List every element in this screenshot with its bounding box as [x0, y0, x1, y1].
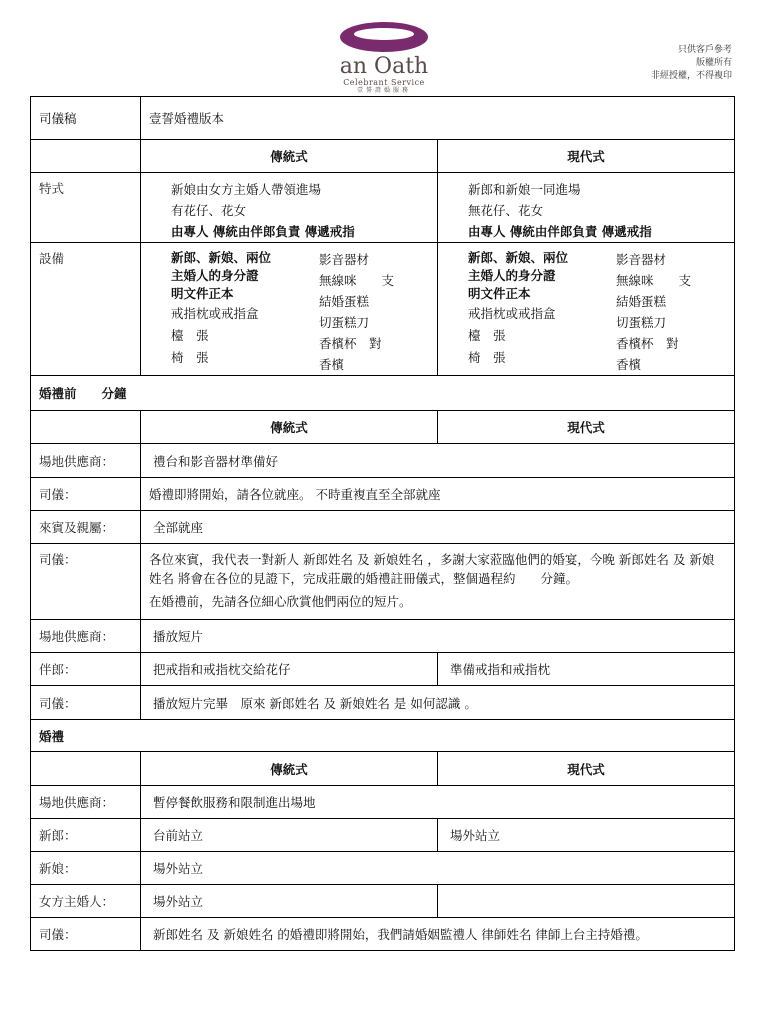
row-label: 新郎：	[31, 819, 141, 852]
features-modern	[438, 173, 735, 243]
script-row	[31, 511, 735, 544]
row-label: 司儀：	[31, 478, 141, 511]
section-wedding-heading: 婚禮	[31, 720, 735, 752]
row-label: 場地供應商：	[31, 786, 141, 819]
equipment-item: 戒指枕或戒指盒	[171, 306, 259, 321]
equipment-item: 戒指枕或戒指盒	[468, 306, 556, 321]
equipment-item: 主婚人的身分證	[468, 268, 556, 283]
row-text: 婚禮即將開始，請各位就座。 不時重複直至全部就座	[141, 478, 735, 511]
script-row	[31, 653, 735, 686]
row-text: 播放短片完畢 原來 新郎姓名 及 新娘姓名 是 如何認識 。	[141, 686, 735, 720]
notice-line: 版權所有	[695, 58, 732, 68]
equipment-item: 香檳	[319, 357, 345, 372]
equipment-item: 影音器材	[616, 252, 667, 267]
row-label: 特式	[31, 173, 141, 243]
row-label: 司儀：	[31, 918, 141, 951]
section-pre-heading: 婚禮前 分鐘	[31, 376, 735, 411]
equipment-item: 椅 張	[468, 350, 506, 365]
row-modern: 準備戒指和戒指枕	[438, 653, 735, 686]
script-row	[31, 478, 735, 511]
logo-ring-icon	[338, 20, 430, 54]
equipment-item: 檯 張	[468, 328, 506, 343]
equipment-item: 香檳	[616, 357, 642, 372]
row-modern	[438, 885, 735, 918]
logo-chinese: 壹誓證婚服務	[356, 87, 411, 94]
row-text: 場外站立	[141, 852, 735, 885]
column-header-row	[31, 411, 735, 444]
feature-line: 有花仔、花女	[171, 203, 247, 218]
column-header-row	[31, 140, 735, 173]
script-row	[31, 852, 735, 885]
script-row	[31, 444, 735, 478]
logo-subtitle: Celebrant Service	[343, 78, 425, 87]
script-row	[31, 918, 735, 951]
feature-line: 由專人 傳統由伴郎負責 傳遞戒指	[468, 224, 652, 239]
equipment-modern	[438, 243, 735, 376]
row-text: 暫停餐飲服務和限制進出場地	[141, 786, 735, 819]
equipment-traditional	[141, 243, 438, 376]
copyright-notice	[651, 44, 732, 83]
equipment-item: 香檳杯 對	[616, 336, 679, 351]
equipment-item: 結婚蛋糕	[616, 294, 667, 309]
row-label: 場地供應商：	[31, 620, 141, 653]
empty-cell	[31, 752, 141, 786]
col-traditional: 傳統式	[141, 752, 438, 786]
script-row	[31, 620, 735, 653]
equipment-item: 明文件正本	[171, 286, 234, 301]
features-traditional	[141, 173, 438, 243]
script-row	[31, 885, 735, 918]
row-traditional: 場外站立	[141, 885, 438, 918]
col-modern: 現代式	[438, 411, 735, 444]
equipment-item: 椅 張	[171, 350, 209, 365]
script-table	[30, 96, 735, 951]
section-pre-row	[31, 376, 735, 411]
row-label: 女方主婚人：	[31, 885, 141, 918]
row-label: 新娘：	[31, 852, 141, 885]
equipment-row	[31, 243, 735, 376]
row-label: 伴郎：	[31, 653, 141, 686]
feature-line: 新郎和新娘一同進場	[468, 182, 581, 197]
empty-cell	[31, 411, 141, 444]
notice-line: 只供客戶參考	[677, 45, 732, 55]
row-text: 新郎姓名 及 新娘姓名 的婚禮即將開始，我們請婚姻監禮人 律師姓名 律師上台主持婚禮。	[141, 918, 735, 951]
title-row	[31, 97, 735, 140]
row-label: 司儀：	[31, 544, 141, 620]
script-row	[31, 786, 735, 819]
equipment-item: 無線咪 支	[319, 273, 395, 288]
equipment-item: 無線咪 支	[616, 273, 692, 288]
equipment-item: 影音器材	[319, 252, 370, 267]
col-modern: 現代式	[438, 140, 735, 173]
script-row	[31, 819, 735, 852]
features-row	[31, 173, 735, 243]
mc-speech: 各位來賓，我代表一對新人 新郎姓名 及 新娘姓名 ，多謝大家蒞臨他們的婚宴，今晚 新郎姓名 及 新娘姓名 將會在各位的見證下，完成莊嚴的婚禮註冊儀式，整個過程約 分鐘。	[149, 552, 715, 586]
equipment-item: 檯 張	[171, 328, 209, 343]
logo-brand: an Oath	[339, 54, 429, 79]
col-traditional: 傳統式	[141, 411, 438, 444]
equipment-item: 明文件正本	[468, 286, 531, 301]
row-label: 來賓及親屬：	[31, 511, 141, 544]
doc-title: 司儀稿	[31, 97, 141, 140]
script-row	[31, 544, 735, 620]
row-traditional: 把戒指和戒指枕交給花仔	[141, 653, 438, 686]
equipment-item: 切蛋糕刀	[319, 315, 370, 330]
equipment-item: 切蛋糕刀	[616, 315, 667, 330]
row-traditional: 台前站立	[141, 819, 438, 852]
equipment-item: 主婚人的身分證	[171, 268, 259, 283]
feature-line: 無花仔、花女	[468, 203, 544, 218]
notice-line: 非經授權，不得複印	[650, 71, 732, 81]
mc-speech: 在婚禮前，先請各位細心欣賞他們兩位的短片。	[149, 594, 412, 609]
feature-line: 由專人 傳統由伴郎負責 傳遞戒指	[171, 224, 355, 239]
section-wedding-row	[31, 720, 735, 752]
col-modern: 現代式	[438, 752, 735, 786]
logo	[334, 20, 434, 95]
feature-line: 新娘由女方主婚人帶領進場	[171, 182, 322, 197]
equipment-item: 結婚蛋糕	[319, 294, 370, 309]
row-text: 全部就座	[141, 511, 735, 544]
equipment-item: 香檳杯 對	[319, 336, 382, 351]
row-modern: 場外站立	[438, 819, 735, 852]
column-header-row	[31, 752, 735, 786]
row-label: 設備	[31, 243, 141, 376]
equipment-item: 新郎、新娘、兩位	[171, 250, 272, 265]
doc-version: 壹誓婚禮版本	[141, 97, 735, 140]
empty-cell	[31, 140, 141, 173]
row-text	[141, 544, 735, 620]
row-text: 禮台和影音器材準備好	[141, 444, 735, 478]
equipment-item: 新郎、新娘、兩位	[468, 250, 569, 265]
row-label: 場地供應商：	[31, 444, 141, 478]
col-traditional: 傳統式	[141, 140, 438, 173]
row-text: 播放短片	[141, 620, 735, 653]
row-label: 司儀：	[31, 686, 141, 720]
script-row	[31, 686, 735, 720]
